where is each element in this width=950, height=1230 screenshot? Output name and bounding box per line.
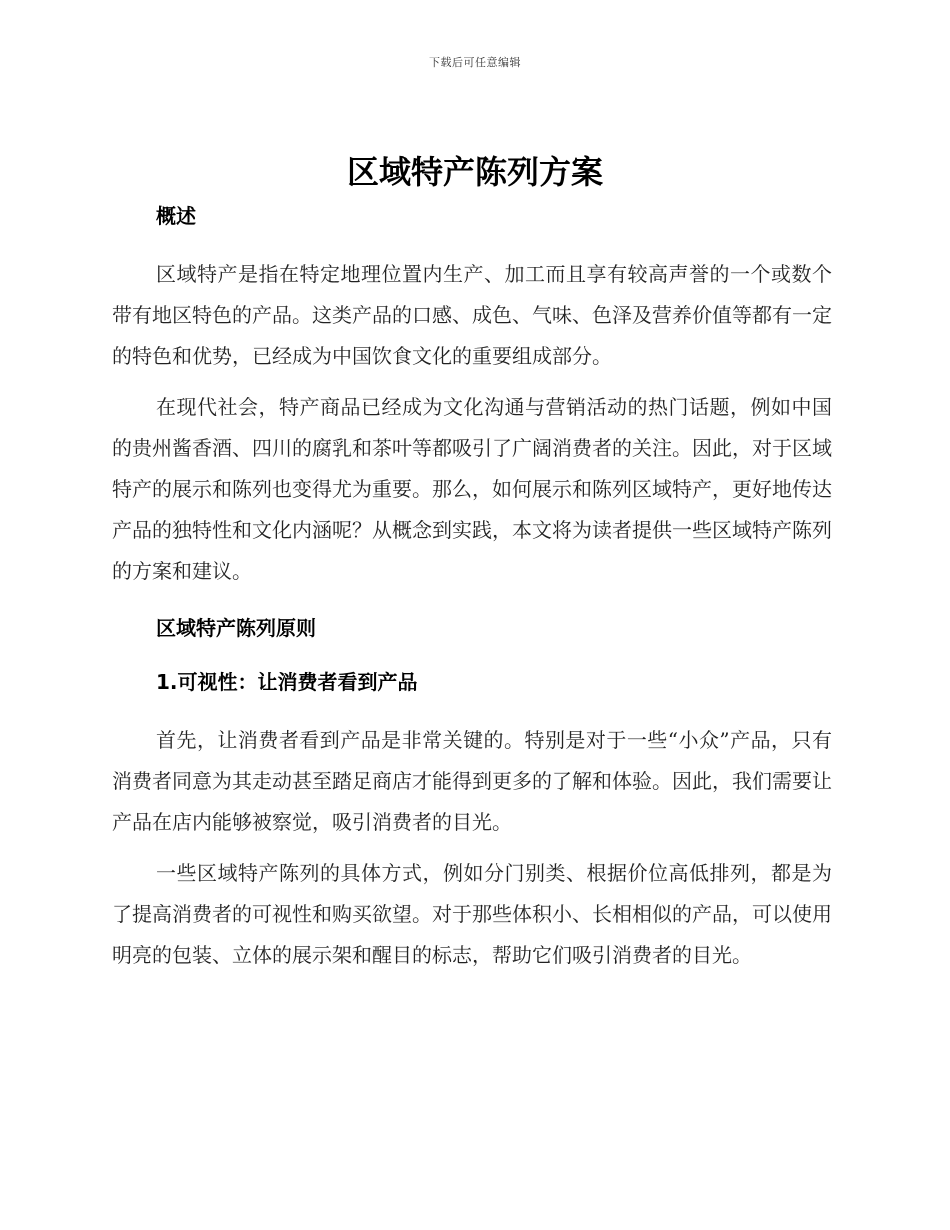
principle-1-heading: 1.可视性：让消费者看到产品 [156,670,418,694]
principles-heading: 区域特产陈列原则 [156,616,316,640]
overview-paragraph-2: 在现代社会，特产商品已经成为文化沟通与营销活动的热门话题，例如中国的贵州酱香酒、四川的腐乳和茶叶等都吸引了广阔消费者的关注。因此，对于区域特产的展示和陈列也变得尤为重要。那么，如何展示和陈列区域特产，更好地传达产品的独特性和文化内涵呢？从概念到实践，本文将为读者提供一些区域特产陈列的方案和建议。 [112,395,832,583]
document-body [112,200,832,976]
overview-heading: 概述 [156,204,196,228]
principle-1-paragraph-2: 一些区域特产陈列的具体方式，例如分门别类、根据价位高低排列，都是为了提高消费者的可视性和购买欲望。对于那些体积小、长相相似的产品，可以使用明亮的包装、立体的展示架和醒目的标志，帮助它们吸引消费者的目光。 [112,861,832,967]
page-header-note: 下载后可任意编辑 [429,56,521,69]
overview-paragraph-1: 区域特产是指在特定地理位置内生产、加工而且享有较高声誉的一个或数个带有地区特色的产品。这类产品的口感、成色、气味、色泽及营养价值等都有一定的特色和优势，已经成为中国饮食文化的重要组成部分。 [112,262,832,368]
principle-1-paragraph-1: 首先，让消费者看到产品是非常关键的。特别是对于一些“小众”产品，只有消费者同意为其走动甚至踏足商店才能得到更多的了解和体验。因此，我们需要让产品在店内能够被察觉，吸引消费者的目光。 [112,728,832,834]
document-title: 区域特产陈列方案 [346,153,603,191]
